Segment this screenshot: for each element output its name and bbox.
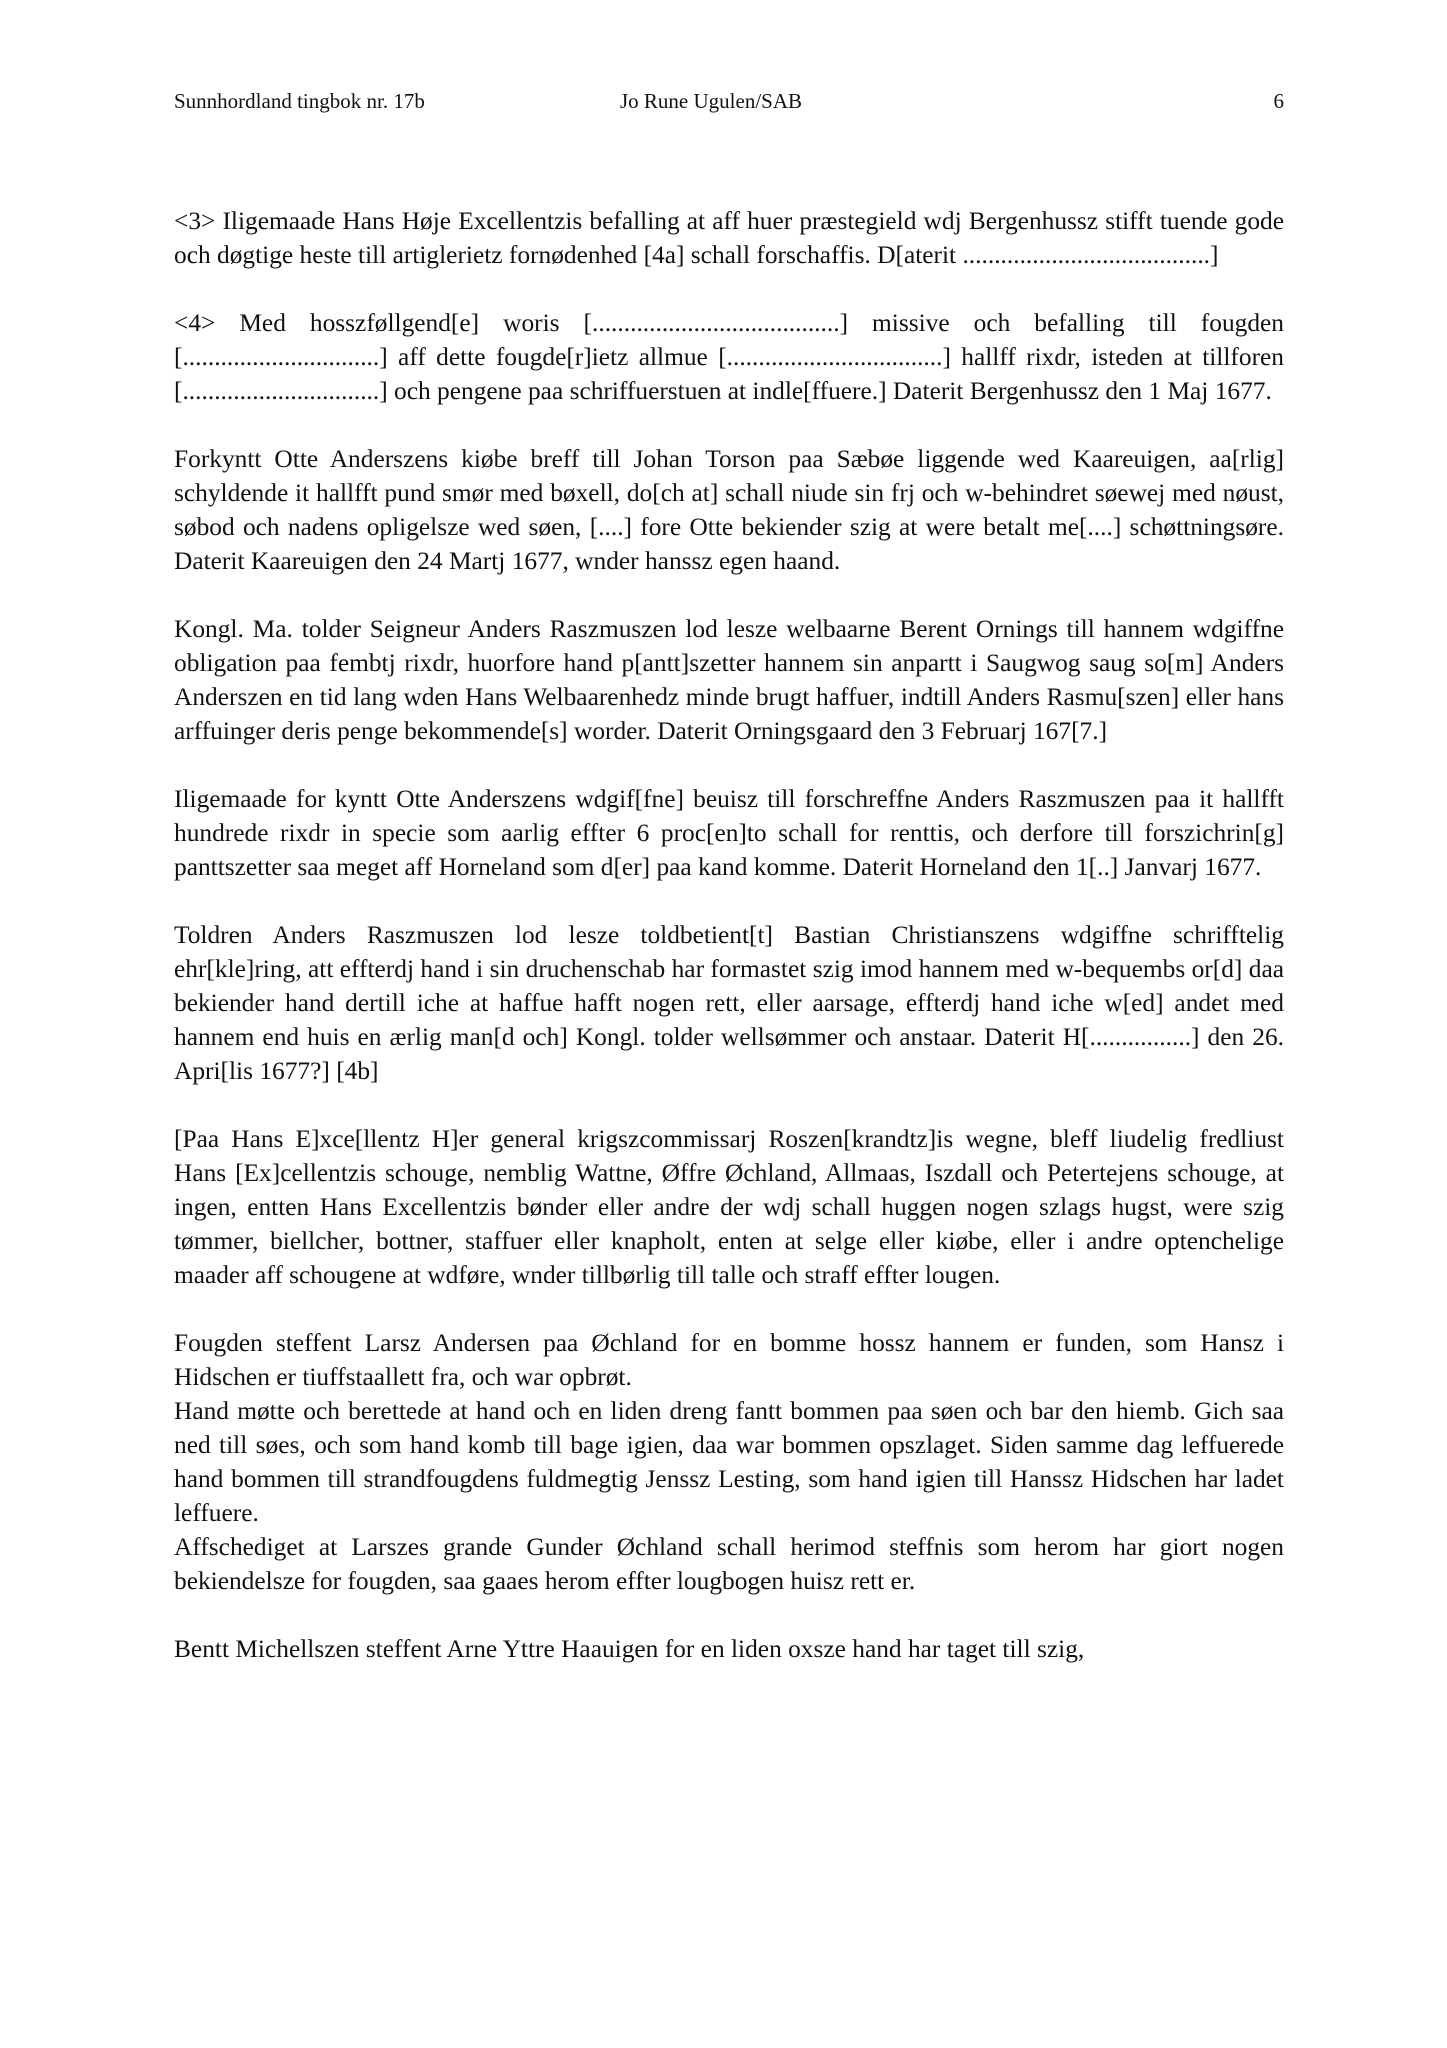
header-author: Jo Rune Ugulen/SAB <box>620 89 803 113</box>
paragraph-ehrkleringing: Toldren Anders Raszmuszen lod lesze toldbetient[t] Bastian Christianszens wdgiffne schrifftelig ehr[kle]ring, att effterdj hand i sin druchenschab har formastet szig imod hannem med w-bequembs or[d] daa bekiender hand dertill iche at haffue hafft nogen rett, eller aarsage, effterdj hand iche w[ed] andet med hannem end huis en ærlig man[d och] Kongl. tolder wellsømmer och anstaar. Daterit H[................] den 26. Apri[lis 1677?] [4b] <box>174 921 1284 1085</box>
paragraph-obligation: Kongl. Ma. tolder Seigneur Anders Raszmuszen lod lesze welbaarne Berent Ornings till hannem wdgiffne obligation paa fembtj rixdr, huorfore hand p[antt]szetter hannem sin anpartt i Saugwog saug so[m] Anders Anderszen en tid lang wden Hans Welbaarenhedz minde brugt haffuer, indtill Anders Rasmu[szen] eller hans arffuinger deris penge bekommende[s] worder. Daterit Orningsgaard den 3 Februarj 167[7.] <box>174 615 1284 745</box>
paragraph-final-line: Bentt Michellszen steffent Arne Yttre Haauigen for en liden oxsze hand har taget till szig, <box>174 1635 1085 1663</box>
header-title: Sunnhordland tingbok nr. 17b <box>174 89 425 113</box>
paragraph-entry-3: <3> Iligemaade Hans Høje Excellentzis befalling at aff huer præstegield wdj Bergenhussz stifft tuende gode och døgtige heste till artiglerietz fornødenhed [4a] schall forschaffis. D[aterit .......................................] <box>174 207 1284 269</box>
paragraph-bomme-case <box>174 1326 1284 1598</box>
paragraph-fredlysing: [Paa Hans E]xce[llentz H]er general krigszcommissarj Roszen[krandtz]is wegne, bleff liudelig fredliust Hans [Ex]cellentzis schouge, nemblig Wattne, Øffre Øchland, Allmaas, Iszdall och Petertejens schouge, at ingen, entten Hans Excellentzis bønder eller andre der wdj schall huggen nogen szlags hugst, were szig tømmer, biellcher, bottner, staffuer eller knapholt, enten at selge eller kiøbe, eller i andre optenchelige maader aff schougene at wdføre, wnder tillbørlig till talle och straff effter lougen. <box>174 1125 1284 1289</box>
bomme-case-line-1: Fougden steffent Larsz Andersen paa Øchland for en bomme hossz hannem er funden, som Hansz i Hidschen er tiuffstaallett fra, och war opbrøt. <box>174 1329 1284 1391</box>
paragraph-entry-4: <4> Med hosszføllgend[e] woris [.......................................] missive och befalling till fougden [...............................] aff dette fougde[r]ietz allmue [..................................] hallff rixdr, isteden at tillforen [...............................] och pengene paa schriffuerstuen at indle[ffuere.] Daterit Bergenhussz den 1 Maj 1677. <box>174 309 1284 405</box>
page-header <box>174 86 1284 116</box>
paragraph-beuisz: Iligemaade for kyntt Otte Anderszens wdgif[fne] beuisz till forschreffne Anders Raszmuszen paa it hallfft hundrede rixdr in specie som aarlig effter 6 proc[en]to schall for renttis, och derfore till forszichrin[g] panttszetter saa meget aff Horneland som d[er] paa kand komme. Daterit Horneland den 1[..] Janvarj 1677. <box>174 785 1284 881</box>
bomme-case-line-2: Hand møtte och berettede at hand och en liden dreng fantt bommen paa søen och bar den hiemb. Gich saa ned till søes, och som hand komb till bage igien, daa war bommen opszlaget. Siden samme dag leffuerede hand bommen till strandfougdens fuldmegtig Jenssz Lesting, som hand igien till Hanssz Hidschen har ladet leffuere. <box>174 1397 1284 1527</box>
paragraph-kiobebreff: Forkyntt Otte Anderszens kiøbe breff till Johan Torson paa Sæbøe liggende wed Kaareuigen, aa[rlig] schyldende it hallfft pund smør med bøxell, do[ch at] schall niude sin frj och w-behindret søewej med nøust, søbod och nadens opligelsze wed søen, [....] fore Otte bekiender szig at were betalt me[....] schøttningsøre. Daterit Kaareuigen den 24 Martj 1677, wnder hanssz egen haand. <box>174 445 1284 575</box>
document-body <box>174 204 1284 1666</box>
bomme-case-line-3: Affschediget at Larszes grande Gunder Øchland schall herimod steffnis som herom har giort nogen bekiendelsze for fougden, saa gaaes herom effter lougbogen huisz rett er. <box>174 1533 1284 1595</box>
page-number: 6 <box>1273 89 1284 113</box>
